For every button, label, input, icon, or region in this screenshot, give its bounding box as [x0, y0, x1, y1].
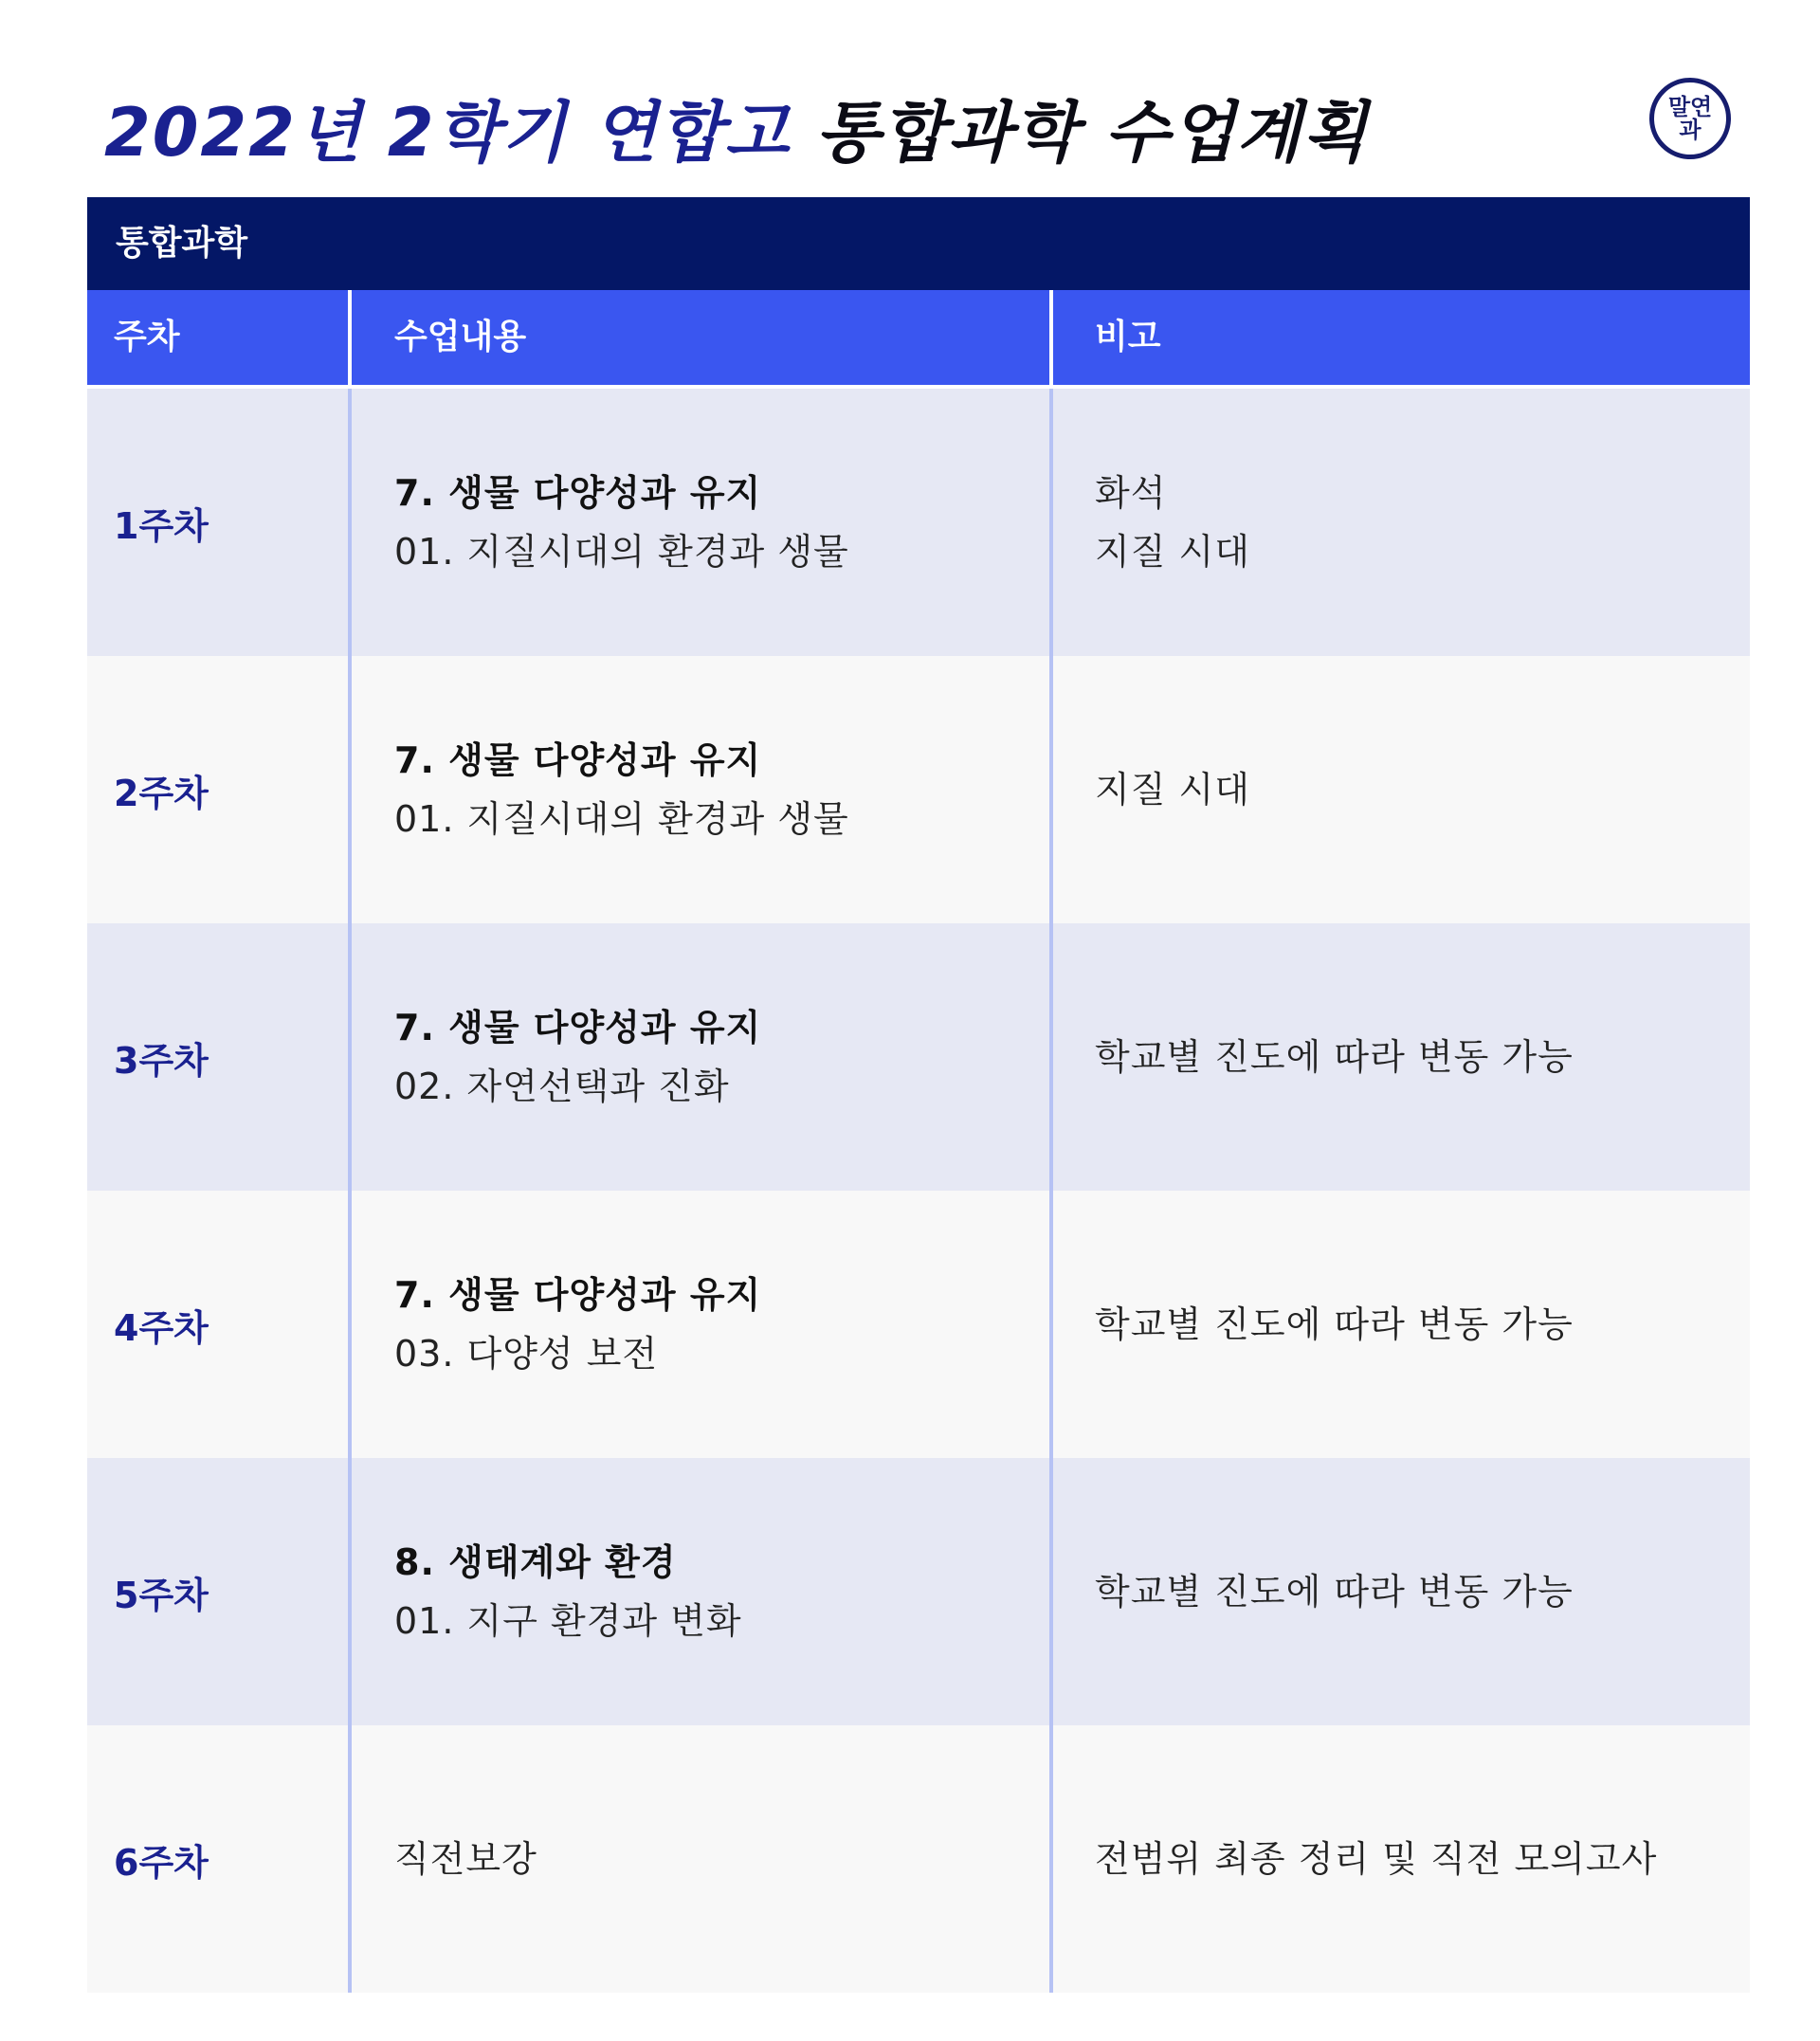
week-label: 2주차	[114, 772, 209, 814]
lesson-title: 01. 지질시대의 환경과 생물	[394, 531, 849, 573]
note-text: 학교별 진도에 따라 변동 가능	[1095, 1571, 1574, 1613]
lesson-title: 01. 지구 환경과 변화	[394, 1600, 742, 1642]
table-row	[87, 656, 1750, 923]
table-row	[87, 1725, 1750, 1993]
week-cell	[87, 923, 348, 1191]
content-cell	[348, 1725, 1049, 1993]
note-cell	[1049, 656, 1750, 923]
lesson-title: 직전보강	[394, 1838, 537, 1880]
week-label: 3주차	[114, 1039, 209, 1082]
lesson-plan-table	[87, 197, 1750, 1993]
week-cell	[87, 1725, 348, 1993]
table-row	[87, 1191, 1750, 1458]
content-cell	[348, 1458, 1049, 1725]
table-row	[87, 1458, 1750, 1725]
table-row	[87, 389, 1750, 656]
week-cell	[87, 389, 348, 656]
unit-title: 7. 생물 다양성과 유지	[394, 1007, 762, 1048]
note-text: 화석	[1095, 472, 1167, 514]
column-header-content: 수업내용	[348, 290, 1049, 385]
note-cell	[1049, 1725, 1750, 1993]
lesson-title: 02. 자연선택과 진화	[394, 1066, 730, 1107]
week-label: 4주차	[114, 1306, 209, 1349]
column-header-week: 주차	[114, 318, 180, 356]
subject-header: 통합과학	[87, 197, 1750, 290]
note-text: 학교별 진도에 따라 변동 가능	[1095, 1036, 1574, 1078]
week-cell	[87, 656, 348, 923]
content-cell	[348, 656, 1049, 923]
lesson-title: 03. 다양성 보전	[394, 1333, 659, 1375]
note-text: 지질 시대	[1095, 769, 1250, 811]
week-cell	[87, 1458, 348, 1725]
note-text: 학교별 진도에 따라 변동 가능	[1095, 1303, 1574, 1345]
content-cell	[348, 1191, 1049, 1458]
note-cell	[1049, 1191, 1750, 1458]
note-text: 지질 시대	[1095, 531, 1250, 573]
table-row	[87, 923, 1750, 1191]
unit-title: 7. 생물 다양성과 유지	[394, 472, 762, 514]
week-cell	[87, 1191, 348, 1458]
week-label: 6주차	[114, 1841, 209, 1884]
lesson-title: 01. 지질시대의 환경과 생물	[394, 798, 849, 840]
page-title	[104, 90, 1369, 175]
note-cell	[1049, 389, 1750, 656]
title-highlight: 2022년 2학기 연합고	[104, 94, 791, 172]
brand-logo	[1649, 78, 1731, 159]
week-label: 5주차	[114, 1574, 209, 1616]
unit-title: 7. 생물 다양성과 유지	[394, 739, 762, 781]
week-label: 1주차	[114, 504, 209, 547]
table-header-row	[87, 290, 1750, 389]
title-main: 통합과학 수업계획	[815, 94, 1369, 172]
column-header-note: 비고	[1049, 290, 1750, 385]
note-text: 전범위 최종 정리 및 직전 모의고사	[1095, 1838, 1658, 1880]
unit-title: 7. 생물 다양성과 유지	[394, 1274, 762, 1316]
unit-title: 8. 생태계와 환경	[394, 1541, 677, 1583]
note-cell	[1049, 1458, 1750, 1725]
content-cell	[348, 389, 1049, 656]
note-cell	[1049, 923, 1750, 1191]
logo-text: 말연과	[1667, 94, 1713, 143]
content-cell	[348, 923, 1049, 1191]
